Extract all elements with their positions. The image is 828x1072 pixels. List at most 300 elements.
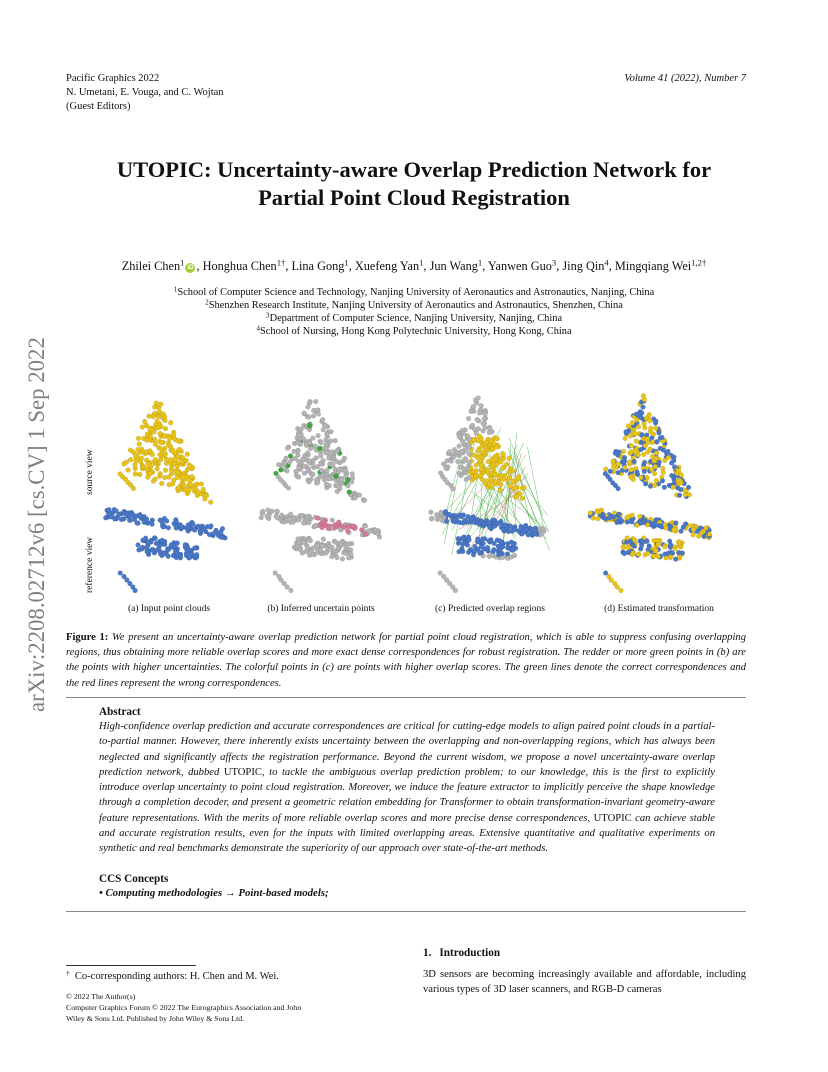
point-cloud-point (162, 414, 167, 419)
point-cloud-point (301, 521, 306, 526)
point-cloud-point (320, 525, 325, 530)
point-cloud-point (660, 478, 665, 483)
point-cloud-point (660, 466, 665, 471)
point-cloud-point (434, 512, 439, 517)
point-cloud-point (331, 463, 336, 468)
point-cloud-point (666, 449, 671, 454)
point-cloud-point (304, 443, 309, 448)
point-cloud-point (630, 552, 635, 557)
point-cloud-point (511, 548, 516, 553)
author: Jing Qin$^4$ (562, 257, 609, 273)
author: Zhilei Chen$^1$ iD (121, 257, 194, 273)
point-cloud-point (654, 419, 659, 424)
ccs-heading: CCS Concepts (99, 873, 169, 885)
point-cloud-point (348, 552, 353, 557)
point-cloud-point (438, 571, 443, 576)
affiliation-list (60, 286, 768, 338)
point-cloud-point (621, 449, 626, 454)
point-cloud-point (691, 532, 696, 537)
point-cloud-point (218, 534, 223, 539)
point-cloud-point (672, 528, 677, 533)
point-cloud-point (641, 393, 646, 398)
point-cloud-point (287, 517, 292, 522)
point-cloud-point (636, 424, 641, 429)
point-cloud-point (144, 545, 149, 550)
point-cloud-point (302, 464, 307, 469)
point-cloud-point (185, 548, 190, 553)
point-cloud-point (359, 527, 364, 532)
point-cloud-point (192, 528, 197, 533)
running-header (66, 72, 224, 114)
point-cloud-point (321, 520, 326, 525)
point-cloud-point (323, 423, 328, 428)
point-cloud-point (347, 490, 352, 495)
point-cloud-point (683, 492, 688, 497)
point-cloud-point (657, 523, 662, 528)
point-cloud-point (452, 447, 457, 452)
point-cloud-point (501, 452, 506, 457)
orcid-icon[interactable]: iD (187, 264, 194, 271)
point-cloud-point (357, 493, 362, 498)
point-cloud-point (178, 522, 183, 527)
point-cloud-point (260, 509, 265, 514)
point-cloud-point (498, 460, 503, 465)
point-cloud-point (484, 478, 489, 483)
point-cloud-point (308, 446, 313, 451)
point-cloud-point (318, 440, 323, 445)
point-cloud-point (158, 543, 163, 548)
point-cloud-point (653, 426, 658, 431)
point-cloud-point (485, 545, 490, 550)
point-cloud-point (353, 496, 358, 501)
affiliation: $^3$Department of Computer Science, Nanjing University, Nanjing, China (265, 311, 563, 324)
arxiv-stamp: arXiv:2208.02712v6 [cs.CV] 1 Sep 2022 (24, 337, 49, 713)
point-cloud-point (467, 475, 472, 480)
author: Lina Gong$^1$ (291, 257, 349, 273)
point-cloud-point (624, 515, 629, 520)
point-cloud-point (173, 457, 178, 462)
point-cloud-point (133, 472, 138, 477)
point-cloud-point (596, 516, 601, 521)
point-cloud-point (526, 532, 531, 537)
point-cloud-point (480, 467, 485, 472)
point-cloud-point (315, 516, 320, 521)
point-cloud-point (673, 521, 678, 526)
point-cloud-point (673, 546, 678, 551)
affiliation: $^1$School of Computer Science and Technology, Nanjing University of Aeronautics and Astronautics, Nanjing, China (173, 285, 655, 298)
point-cloud-point (635, 523, 640, 528)
point-cloud-point (338, 541, 343, 546)
point-cloud-point (489, 477, 494, 482)
point-cloud-point (362, 498, 367, 503)
point-cloud-point (124, 512, 129, 517)
point-cloud-point (311, 463, 316, 468)
point-cloud-point (114, 509, 119, 514)
point-cloud-point (335, 449, 340, 454)
point-cloud-point (511, 479, 516, 484)
point-cloud-point (310, 472, 315, 477)
point-cloud-point (615, 585, 620, 590)
point-cloud-point (656, 554, 661, 559)
point-cloud-point (343, 551, 348, 556)
point-cloud-point (507, 456, 512, 461)
point-cloud-point (475, 417, 480, 422)
author: Yanwen Guo$^3$ (487, 257, 557, 273)
point-cloud-point (146, 540, 151, 545)
point-cloud-point (326, 456, 331, 461)
point-cloud-point (466, 416, 471, 421)
point-cloud-point (325, 450, 330, 455)
point-cloud-point (616, 462, 621, 467)
point-cloud-point (629, 443, 634, 448)
point-cloud-point (654, 517, 659, 522)
guest-editors-note: (Guest Editors) (66, 101, 131, 112)
divider (66, 911, 746, 912)
point-cloud-point (321, 458, 326, 463)
point-cloud-point (481, 450, 486, 455)
point-cloud-point (623, 436, 628, 441)
point-cloud-point (320, 543, 325, 548)
point-cloud-point (175, 541, 180, 546)
point-cloud-point (492, 541, 497, 546)
point-cloud-point (309, 548, 314, 553)
point-cloud-point (166, 443, 171, 448)
point-cloud-point (285, 469, 290, 474)
point-cloud-point (302, 471, 307, 476)
author-list: Zhilei Chen$^1$ iD , Honghua Chen$^{1\dagger}$, Lina Gong$^1$, Xuefeng Yan$^1$, Jun Wang$^1$, Yanwen Guo$^3$, Jing Qin$^4$, Mingqiang Wei$^{1,2\dagger}$ (121, 257, 707, 273)
caption-text: We present an uncertainty-aware overlap prediction network for partial point cloud registration, which is able to suppress confusing overlapping regions, thus obtaining more reliable overlap scores and more exact dense correspondences for robust registration. The redder or more green points in (b) are the points with higher uncertainties. The colorful points in (c) are points with higher overlap scores. The green lines denote the correct correspondences and the red lines represent the wrong correspondences. (66, 632, 747, 689)
point-cloud-point (619, 588, 624, 593)
point-cloud-point (158, 402, 163, 407)
author: Xuefeng Yan$^1$ (354, 257, 424, 273)
point-cloud-point (702, 534, 707, 539)
point-cloud-point (652, 459, 657, 464)
point-cloud-point (174, 519, 179, 524)
point-cloud-point (307, 479, 312, 484)
point-cloud-point (170, 448, 175, 453)
section-heading: 1. Introduction (423, 947, 501, 959)
point-cloud-point (297, 518, 302, 523)
point-cloud-point (345, 529, 350, 534)
point-cloud-point (168, 420, 173, 425)
point-cloud-point (340, 557, 345, 562)
point-cloud-point (591, 516, 596, 521)
point-cloud-point (147, 414, 152, 419)
figure-panel-estimated-transformation (585, 385, 755, 600)
point-cloud-point (641, 405, 646, 410)
point-cloud-point (662, 458, 667, 463)
point-cloud-point (524, 527, 529, 532)
point-cloud-point (483, 412, 488, 417)
point-cloud-point (163, 426, 168, 431)
point-cloud-point (327, 526, 332, 531)
point-cloud-point (496, 552, 501, 557)
point-cloud-point (136, 436, 141, 441)
point-cloud-point (457, 444, 462, 449)
point-cloud-point (640, 539, 645, 544)
point-cloud-point (324, 550, 329, 555)
point-cloud-point (183, 542, 188, 547)
point-cloud-point (474, 473, 479, 478)
abstract-text: High-confidence overlap prediction and accurate correspondences are critical for cutting-edge models to align paired point clouds in a partial-to-partial manner. However, there inherently exists uncertainty between the overlapping and non-overlapping regions, which has always been neglected and significantly affects the registration performance. Beyond the current wisdom, we propose a novel uncertainty-aware overlap prediction network, dubbed UTOPIC, to tackle the ambiguous overlap prediction problem; to our knowledge, this is the first to explicitly introduce overlap uncertainty to point cloud registration. Moreover, we induce the feature extractor to implicitly perceive the shape knowledge through a completion decoder, and present a geometric relation embedding for Transformer to obtain transformation-invariant geometry-aware feature representations. With the merits of more reliable overlap scores and more precise dense correspondences, UTOPIC can achieve stable and accurate registration results, even for the inputs with limited overlapping areas. Extensive quantitative and qualitative experiments on synthetic and real benchmarks demonstrate the superiority of our approach over state-of-the-art methods. (99, 721, 716, 855)
point-cloud-point (451, 455, 456, 460)
point-cloud-point (477, 551, 482, 556)
figure-panel-uncertain-points (255, 385, 425, 600)
point-cloud-point (507, 475, 512, 480)
point-cloud-point (330, 518, 335, 523)
point-cloud-point (639, 432, 644, 437)
point-cloud-point (624, 430, 629, 435)
point-cloud-point (342, 525, 347, 530)
point-cloud-point (133, 588, 138, 593)
point-cloud-point (351, 524, 356, 529)
point-cloud-point (315, 550, 320, 555)
point-cloud-point (305, 514, 310, 519)
point-cloud-point (288, 454, 293, 459)
point-cloud-point (677, 478, 682, 483)
point-cloud-point (139, 547, 144, 552)
point-cloud-point (107, 512, 112, 517)
point-cloud-point (341, 458, 346, 463)
point-cloud-point (119, 517, 124, 522)
point-cloud-point (297, 433, 302, 438)
point-cloud-point (196, 489, 201, 494)
point-cloud-point (159, 440, 164, 445)
point-cloud-point (660, 435, 665, 440)
point-cloud-point (297, 540, 302, 545)
point-cloud-point (489, 537, 494, 542)
point-cloud-point (301, 437, 306, 442)
guest-editors: N. Umetani, E. Vouga, and C. Wojtan (66, 87, 224, 98)
point-cloud-point (176, 470, 181, 475)
point-cloud-point (313, 523, 318, 528)
point-cloud-point (672, 465, 677, 470)
point-cloud-point (302, 411, 307, 416)
point-cloud-point (673, 557, 678, 562)
point-cloud-point (187, 487, 192, 492)
point-cloud-point (639, 415, 644, 420)
caption-label: Figure 1: (66, 632, 109, 643)
point-cloud-point (131, 486, 136, 491)
point-cloud-point (133, 462, 138, 467)
point-cloud-point (321, 427, 326, 432)
abstract-heading: Abstract (99, 706, 141, 718)
point-cloud-point (639, 475, 644, 480)
point-cloud-point (642, 469, 647, 474)
point-cloud-point (343, 468, 348, 473)
point-cloud-point (163, 468, 168, 473)
point-cloud-point (140, 425, 145, 430)
point-cloud-point (625, 545, 630, 550)
point-cloud-point (642, 422, 647, 427)
point-cloud-point (308, 538, 313, 543)
point-cloud-point (336, 467, 341, 472)
point-cloud-point (363, 532, 368, 537)
point-cloud-point (302, 540, 307, 545)
point-cloud-point (616, 512, 621, 517)
point-cloud-point (444, 519, 449, 524)
point-cloud-point (292, 449, 297, 454)
point-cloud-point (588, 511, 593, 516)
point-cloud-point (480, 477, 485, 482)
point-cloud-point (160, 524, 165, 529)
point-cloud-point (662, 544, 667, 549)
point-cloud-point (174, 524, 179, 529)
point-cloud-point (476, 539, 481, 544)
point-cloud-point (148, 471, 153, 476)
point-cloud-point (621, 545, 626, 550)
point-cloud-point (332, 455, 337, 460)
point-cloud-point (178, 554, 183, 559)
divider (66, 697, 746, 698)
point-cloud-point (185, 452, 190, 457)
point-cloud-point (633, 449, 638, 454)
point-cloud-point (645, 539, 650, 544)
point-cloud-point (329, 554, 334, 559)
point-cloud-point (658, 446, 663, 451)
point-cloud-point (636, 552, 641, 557)
point-cloud-point (504, 462, 509, 467)
point-cloud-point (282, 461, 287, 466)
figure-caption (66, 630, 746, 691)
point-cloud-point (632, 459, 637, 464)
title-line-2: Partial Point Cloud Registration (258, 185, 570, 210)
point-cloud-point (657, 460, 662, 465)
point-cloud-point (187, 463, 192, 468)
point-cloud-point (495, 521, 500, 526)
point-cloud-point (675, 486, 680, 491)
point-cloud-point (199, 482, 204, 487)
point-cloud-point (611, 464, 616, 469)
point-cloud-point (167, 436, 172, 441)
point-cloud-point (471, 404, 476, 409)
point-cloud-point (333, 540, 338, 545)
point-cloud-point (138, 513, 143, 518)
point-cloud-point (630, 513, 635, 518)
point-cloud-point (164, 457, 169, 462)
point-cloud-point (484, 440, 489, 445)
point-cloud-point (329, 450, 334, 455)
point-cloud-point (654, 548, 659, 553)
point-cloud-point (491, 547, 496, 552)
point-cloud-point (671, 458, 676, 463)
section-body-text: 3D sensors are becoming increasingly available and affordable, including various types of 3D laser scanners, and RGB-D cameras (423, 969, 746, 996)
point-cloud-point (158, 549, 163, 554)
point-cloud-point (145, 549, 150, 554)
point-cloud-point (472, 437, 477, 442)
point-cloud-point (139, 456, 144, 461)
point-cloud-point (151, 414, 156, 419)
point-cloud-point (645, 450, 650, 455)
point-cloud-point (634, 412, 639, 417)
point-cloud-point (112, 516, 117, 521)
point-cloud-point (151, 479, 156, 484)
point-cloud-point (476, 448, 481, 453)
point-cloud-point (512, 553, 517, 558)
point-cloud-point (466, 550, 471, 555)
point-cloud-point (653, 464, 658, 469)
point-cloud-point (325, 468, 330, 473)
point-cloud-point (677, 550, 682, 555)
point-cloud-point (465, 466, 470, 471)
point-cloud-point (453, 588, 458, 593)
point-cloud-point (483, 425, 488, 430)
point-cloud-point (616, 470, 621, 475)
figure-panel-input-point-clouds (100, 385, 270, 600)
point-cloud-point (648, 484, 653, 489)
point-cloud-point (639, 411, 644, 416)
point-cloud-point (314, 456, 319, 461)
point-cloud-point (347, 541, 352, 546)
point-cloud-point (307, 520, 312, 525)
point-cloud-point (171, 433, 176, 438)
point-cloud-point (670, 551, 675, 556)
point-cloud-point (169, 543, 174, 548)
point-cloud-point (144, 518, 149, 523)
point-cloud-point (686, 485, 691, 490)
point-cloud-point (528, 528, 533, 533)
point-cloud-point (507, 470, 512, 475)
point-cloud-point (152, 437, 157, 442)
point-cloud-point (655, 440, 660, 445)
point-cloud-point (652, 471, 657, 476)
point-cloud-point (498, 488, 503, 493)
point-cloud-point (457, 539, 462, 544)
point-cloud-point (519, 527, 524, 532)
point-cloud-point (144, 450, 149, 455)
subcaption-b: (b) Inferred uncertain points (267, 604, 375, 614)
point-cloud-point (313, 399, 318, 404)
point-cloud-point (466, 520, 471, 525)
point-cloud-point (677, 539, 682, 544)
point-cloud-point (169, 469, 174, 474)
point-cloud-point (486, 459, 491, 464)
point-cloud-point (188, 483, 193, 488)
point-cloud-point (471, 469, 476, 474)
point-cloud-point (497, 475, 502, 480)
point-cloud-point (642, 460, 647, 465)
point-cloud-point (313, 444, 318, 449)
point-cloud-point (608, 469, 613, 474)
point-cloud-point (153, 442, 158, 447)
point-cloud-point (171, 553, 176, 558)
point-cloud-point (191, 522, 196, 527)
point-cloud-point (205, 524, 210, 529)
point-cloud-point (626, 424, 631, 429)
point-cloud-point (167, 482, 172, 487)
point-cloud-point (445, 458, 450, 463)
point-cloud-point (158, 471, 163, 476)
point-cloud-point (316, 412, 321, 417)
point-cloud-point (126, 468, 131, 473)
point-cloud-point (299, 514, 304, 519)
paper-title (60, 156, 768, 212)
point-cloud-point (150, 522, 155, 527)
point-cloud-point (136, 447, 141, 452)
point-cloud-point (513, 485, 518, 490)
point-cloud-point (295, 440, 300, 445)
point-cloud-point (278, 468, 283, 473)
point-cloud-point (662, 485, 667, 490)
point-cloud-point (467, 537, 472, 542)
point-cloud-point (319, 454, 324, 459)
point-cloud-point (631, 543, 636, 548)
point-cloud-point (635, 470, 640, 475)
point-cloud-point (137, 442, 142, 447)
point-cloud-point (622, 459, 627, 464)
point-cloud-point (118, 571, 123, 576)
point-cloud-point (503, 523, 508, 528)
